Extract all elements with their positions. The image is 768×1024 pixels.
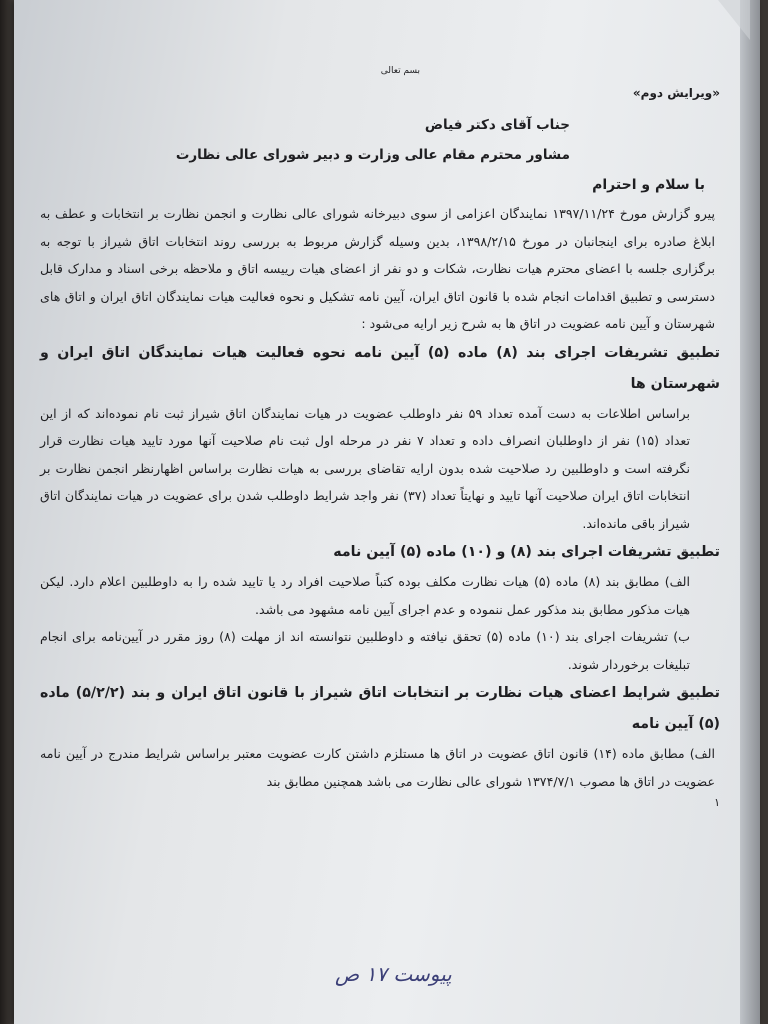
section-2-item-a: الف) مطابق بند (۸) ماده (۵) هیات نظارت مکلف بوده کتباً صلاحیت افراد رد یا تایید شده را به داوطلبین اعلام دارد. لیکن هیات مذکور مطابق بند مذکور عمل ننموده و عدم اجرای آیین نامه مشهود می باشد.	[40, 574, 691, 617]
paper-curl-shadow	[740, 0, 760, 1024]
section-3-heading: تطبیق شرایط اعضای هیات نظارت بر انتخابات اتاق شیراز با قانون اتاق ایران و بند (۵/۲/۲) ماده (۵) آیین نامه	[40, 685, 720, 732]
letter-page	[40, 60, 720, 960]
section-1-body: براساس اطلاعات به دست آمده تعداد ۵۹ نفر داوطلب عضویت در هیات نمایندگان اتاق شیراز ثبت نام نموده‌اند که از این تعداد (۱۵) نفر از داوطلبان انصراف داده و تعداد ۷ نفر در مرحله اول ثبت نام صلاحیت آنها مورد تایید هیات نظارت قرار نگرفته است و داوطلبین رد صلاحیت شده بدون ارایه تقاضای بررسی به هیات نظارت براساس اظهارنظر انجمن نظارت بر انتخابات اتاق ایران صلاحیت آنها تایید و نهایتاً تعداد (۳۷) نفر واجد شرایط داوطلب شدن برای عضویت در هیات نمایندگان اتاق شیراز باقی مانده‌اند.	[40, 405, 691, 531]
basmala: بسم تعالی	[380, 66, 420, 76]
page-number: ۱	[714, 796, 720, 809]
section-3-item-a: الف) مطابق ماده (۱۴) قانون اتاق عضویت در اتاق ها مستلزم داشتن کارت عضویت معتبر براساس شرایط مندرج در آیین نامه عضویت در اتاق ها مصوب ۱۳۷۴/۷/۱ شورای عالی نظارت می باشد همچنین مطابق بند	[40, 746, 716, 789]
section-1-heading: تطبیق تشریفات اجرای بند (۸) ماده (۵) آیین نامه نحوه فعالیت هیات نمایندگان اتاق ایران و شهرستان ها	[40, 344, 720, 392]
addressee-name: جناب آقای دکتر فیاض	[424, 117, 570, 133]
intro-paragraph: پیرو گزارش مورخ ۱۳۹۷/۱۱/۲۴ نمایندگان اعزامی از سوی دبیرخانه شورای عالی نظارت و انجمن نظارت بر انتخابات و عطف به ابلاغ صادره برای اینجانبان در مورخ ۱۳۹۸/۲/۱۵، بدین وسیله گزارش مربوط به بررسی روند انتخابات اتاق شیراز با توجه به برگزاری جلسه با اعضای محترم هیات نظارت، شکات و دو نفر از اعضای هیات رییسه اتاق و ملاحظه برخی اسناد و مدارک قابل دسترسی و تطبیق اقدامات انجام شده با قانون اتاق ایران، آیین نامه تشکیل و نحوه فعالیت هیات نمایندگان اتاق ایران و اتاق های شهرستان و آیین نامه عضویت در اتاق ها به شرح زیر ارایه می‌شود :	[40, 206, 716, 331]
section-2-item-b: ب) تشریفات اجرای بند (۱۰) ماده (۵) تحقق نیافته و داوطلبین نتوانسته اند از مهلت (۸) روز مقرر در آیین‌نامه برای انجام تبلیغات برخوردار شوند.	[40, 629, 690, 672]
edition-label: «ویرایش دوم»	[632, 86, 720, 100]
section-2-heading: تطبیق تشریفات اجرای بند (۸) و (۱۰) ماده (۵) آیین نامه	[333, 544, 720, 560]
handwritten-signature: پیوست ۱۷ ص	[335, 962, 452, 986]
greeting: با سلام و احترام	[592, 177, 705, 193]
addressee-title: مشاور محترم مقام عالی وزارت و دبیر شورای عالی نظارت	[175, 147, 570, 163]
